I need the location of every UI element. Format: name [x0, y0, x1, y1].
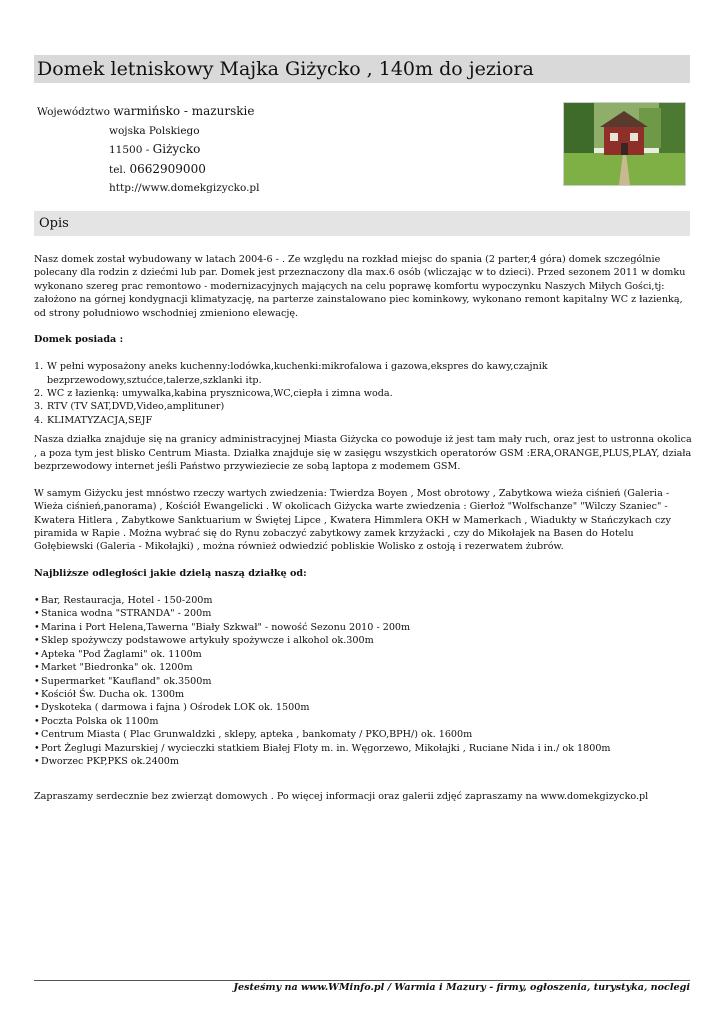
list-item: • Port Żeglugi Mazurskiej / wycieczki statkiem Białej Floty m. in. Węgorzewo, Mikołajki , Ruciane Nida i in./ ok 1800m: [34, 742, 694, 755]
postal-city-row: 11500 - Giżycko: [109, 142, 201, 156]
location-paragraph: Nasza działka znajduje się na granicy administracyjnej Miasta Giżycka co powoduje iż jest tam mały ruch, oraz jest to ustronna okolica , a poza tym jest blisko Centrum Miasta. Działka znajduje się w zasięgu wszystkich operatorów GSM :ERA,ORANGE,PLUS,PLAY, działa bezprzewodowy internet jeśli Państwo przywieziecie ze sobą laptopa z modemem GSM.: [34, 434, 692, 473]
list-item: • Dyskoteka ( darmowa i fajna ) Ośrodek LOK ok. 1500m: [34, 701, 694, 714]
list-item: • Market "Biedronka" ok. 1200m: [34, 661, 694, 674]
footer-text[interactable]: Jesteśmy na www.WMinfo.pl / Warmia i Mazury - firmy, ogłoszenia, turystyka, noclegi: [233, 982, 690, 993]
list-item: • Poczta Polska ok 1100m: [34, 715, 694, 728]
page-title: Domek letniskowy Majka Giżycko , 140m do jeziora: [37, 58, 534, 80]
description: [34, 253, 694, 782]
region-label: Województwo: [37, 106, 110, 118]
attractions-paragraph: W samym Giżycku jest mnóstwo rzeczy wartych zwiedzenia: Twierdza Boyen , Most obrotowy , Zabytkowa wieża ciśnień (Galeria - Wieża ciśnień,panorama) , Kościół Ewangelicki . W okolicach Giżycka warte zwiedzenia : Gierłoż "Wolfschanze" "Wilczy Szaniec" - Kwatera Hitlera , Zabytkowe Sanktuarium w Świętej Lipce , Kwatera Himmlera OKH w Mamerkach , Wiadukty w Stańczykach czy piramida w Rapie . Można wybrać się do Rynu zobaczyć zabytkowy zamek krzyżacki , czy do Mikołajek na Basen do Hotelu Gołębiewski (Galeria - Mikołajki) , można również odwiedzić pobliskie Wolisko z ostoją i rezerwatem żubrów.: [34, 487, 671, 553]
list-item: • Apteka "Pod Żaglami" ok. 1100m: [34, 648, 694, 661]
title-bar: [34, 55, 690, 83]
section-bar-opis: [34, 211, 690, 236]
footer-divider: [34, 980, 690, 981]
list-item: 3. RTV (TV SAT,DVD,Video,amplituner): [34, 401, 225, 413]
intro-paragraph: Nasz domek został wybudowany w latach 2004-6 - . Ze względu na rozkład miejsc do spania (2 parter,4 góra) domek szczególnie polecany dla rodzin z dziećmi lub par. Domek jest przeznaczony dla max.6 osób (wliczając w to dzieci). Przed sezonem 2011 w domku wykonano szereg prac remontowo - modernizacyjnych mających na celu poprawę komfortu wypoczynku Naszych Miłych Gości,tj: założono na górnej kondygnacji klimatyzację, na parterze zainstalowano piec kominkowy, wykonano remont kapitalny WC z łazienką, od strony południowo wschodniej zmieniono elewację.: [34, 254, 686, 319]
list-item: • Kościół Św. Ducha ok. 1300m: [34, 688, 694, 701]
city: Giżycko: [152, 142, 201, 156]
phone-label: tel.: [109, 163, 127, 176]
address-block: [37, 102, 260, 198]
list-item: • Stanica wodna "STRANDA" - 200m: [34, 607, 694, 620]
region-value: warmińsko - mazurskie: [113, 104, 255, 118]
list-item: • Dworzec PKP,PKS ok.2400m: [34, 755, 694, 768]
closing-text: Zapraszamy serdecznie bez zwierząt domowych . Po więcej informacji oraz galerii zdjęć zapraszamy na www.domekgizycko.pl: [34, 791, 649, 802]
region-row: [37, 102, 260, 122]
list-item: • Sklep spożywczy podstawowe artykuły spożywcze i alkohol ok.300m: [34, 634, 694, 647]
list-item: 4. KLIMATYZACJA,SEJF: [34, 414, 153, 426]
list-item: • Bar, Restauracja, Hotel - 150-200m: [34, 594, 694, 607]
postal-code: 11500: [109, 144, 143, 156]
list-item: 2. WC z łazienką: umywalka,kabina prysznicowa,WC,ciepła i zimna woda.: [34, 388, 393, 400]
list-item: • Marina i Port Helena,Tawerna "Biały Szkwał" - nowość Sezonu 2010 - 200m: [34, 621, 694, 634]
street: wojska Polskiego: [109, 124, 200, 137]
features-heading: Domek posiada :: [34, 334, 124, 346]
distances-list: [34, 594, 694, 768]
list-item: 1. W pełni wyposażony aneks kuchenny:lodówka,kuchenki:mikrofalowa i gazowa,ekspres do kawy,czajnik bezprzewodowy,sztućce,talerze,szklanki itp.: [34, 361, 548, 386]
distances-heading: Najbliższe odległości jakie dzielą naszą działkę od:: [34, 568, 307, 580]
section-title: Opis: [39, 216, 69, 231]
features-list: [34, 360, 694, 427]
phone-number[interactable]: 0662909000: [129, 161, 206, 176]
phone-row: [37, 160, 260, 180]
website-link[interactable]: http://www.domekgizycko.pl: [109, 182, 260, 194]
list-item: • Supermarket "Kaufland" ok.3500m: [34, 675, 694, 688]
house-photo: [563, 102, 686, 186]
list-item: • Centrum Miasta ( Plac Grunwaldzki , sklepy, apteka , bankomaty / PKO,BPH/) ok. 1600m: [34, 728, 694, 741]
